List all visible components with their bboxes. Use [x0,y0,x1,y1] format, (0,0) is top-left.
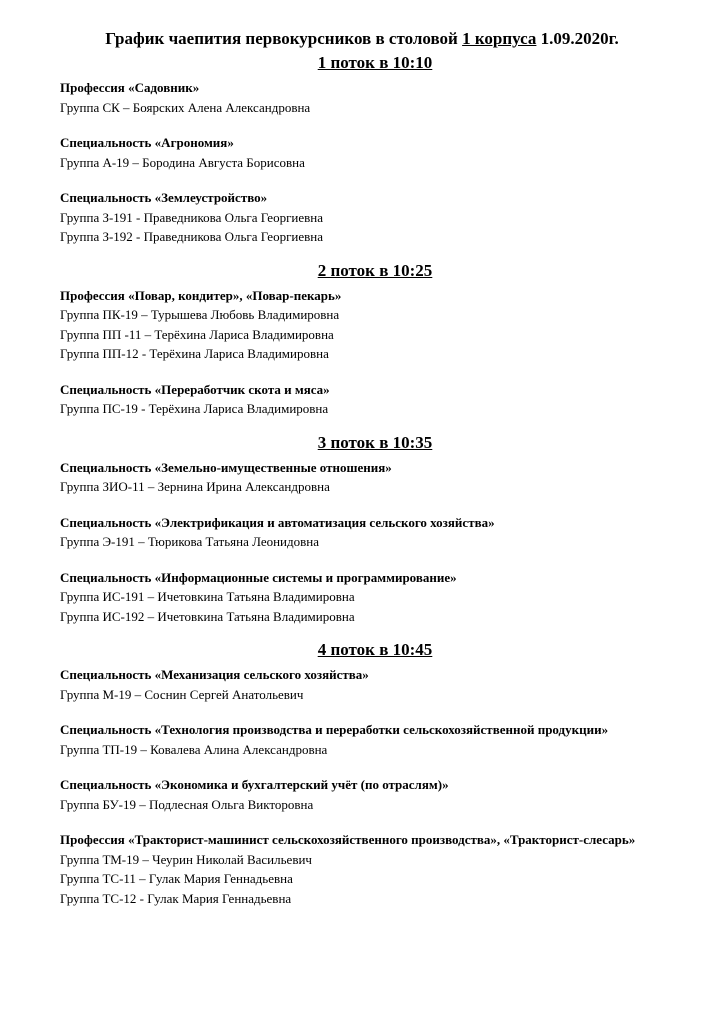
group-line: Группа ПП -11 – Терёхина Лариса Владимировна [60,326,334,342]
specialty-title: Специальность «Информационные системы и программирование» [60,569,457,585]
title-date: 1.09.2020г. [536,29,619,48]
stream-heading: 4 поток в 10:45 [317,640,433,659]
specialty-block [60,830,700,908]
group-line: Группа ПС-19 - Терёхина Лариса Владимировна [60,401,329,416]
stream-section [60,432,700,627]
specialty-title: Специальность «Агрономия» [60,135,234,150]
group-line: Группа ТП-19 – Ковалева Алина Александровна [60,741,328,757]
group-line: Группа ПК-19 – Турышева Любовь Владимировна [60,307,340,322]
specialty-block [60,133,700,172]
specialty-block [60,458,700,497]
stream-section [60,639,700,908]
stream-heading: 1 поток в 10:10 [317,53,433,72]
specialty-title: Профессия «Садовник» [60,80,200,95]
group-line: Группа Э-191 – Тюрикова Татьяна Леонидовна [60,534,319,549]
specialty-block [60,665,700,704]
specialty-block [60,720,700,759]
group-line: Группа БУ-19 – Подлесная Ольга Викторовна [60,796,314,812]
group-line: Группа ЗИО-11 – Зернина Ирина Александровна [60,479,330,494]
specialty-title: Специальность «Электрификация и автоматизация сельского хозяйства» [60,514,495,530]
group-line: Группа З-191 - Праведникова Ольга Георгиевна [60,209,323,225]
title-underlined: 1 корпуса [462,29,537,48]
group-line: Группа ПП-12 - Терёхина Лариса Владимировна [60,346,329,361]
specialty-title: Профессия «Повар, кондитер», «Повар-пекарь» [60,287,342,303]
specialty-title: Профессия «Тракторист-машинист сельскохозяйственного производства», «Тракторист-слесарь» [60,832,636,847]
specialty-title: Специальность «Экономика и бухгалтерский учёт (по отраслям)» [60,777,449,792]
title-text: График чаепития первокурсников в столовой [105,29,463,48]
specialty-title: Специальность «Переработчик скота и мяса» [60,381,330,397]
group-line: Группа ТС-12 - Гулак Мария Геннадьевна [60,890,292,906]
stream-heading: 2 поток в 10:25 [317,260,433,280]
group-line: Группа ТМ-19 – Чеурин Николай Васильевич [60,851,312,867]
group-line: Группа М-19 – Соснин Сергей Анатольевич [60,686,304,702]
specialty-block [60,513,700,552]
group-line: Группа А-19 – Бородина Августа Борисовна [60,154,305,170]
group-line: Группа ИС-191 – Ичетовкина Татьяна Владимировна [60,589,355,604]
specialty-block [60,188,700,247]
specialty-title: Специальность «Технология производства и переработки сельскохозяйственной продукции» [60,722,609,737]
group-line: Группа СК – Боярских Алена Александровна [60,99,311,115]
specialty-block [60,775,700,814]
group-line: Группа ИС-192 – Ичетовкина Татьяна Владимировна [60,608,355,624]
specialty-block [60,380,700,419]
specialty-title: Специальность «Механизация сельского хозяйства» [60,667,369,682]
specialty-block [60,286,700,364]
schedule-content [60,52,700,921]
specialty-block [60,78,700,117]
stream-section [60,260,700,419]
group-line: Группа ТС-11 – Гулак Мария Геннадьевна [60,871,293,886]
stream-heading: 3 поток в 10:35 [317,432,433,452]
specialty-block [60,568,700,627]
group-line: Группа З-192 - Праведникова Ольга Георгиевна [60,229,323,244]
specialty-title: Специальность «Земельно-имущественные отношения» [60,459,392,475]
page-title [0,28,724,50]
specialty-title: Специальность «Землеустройство» [60,190,268,205]
stream-section [60,52,700,247]
